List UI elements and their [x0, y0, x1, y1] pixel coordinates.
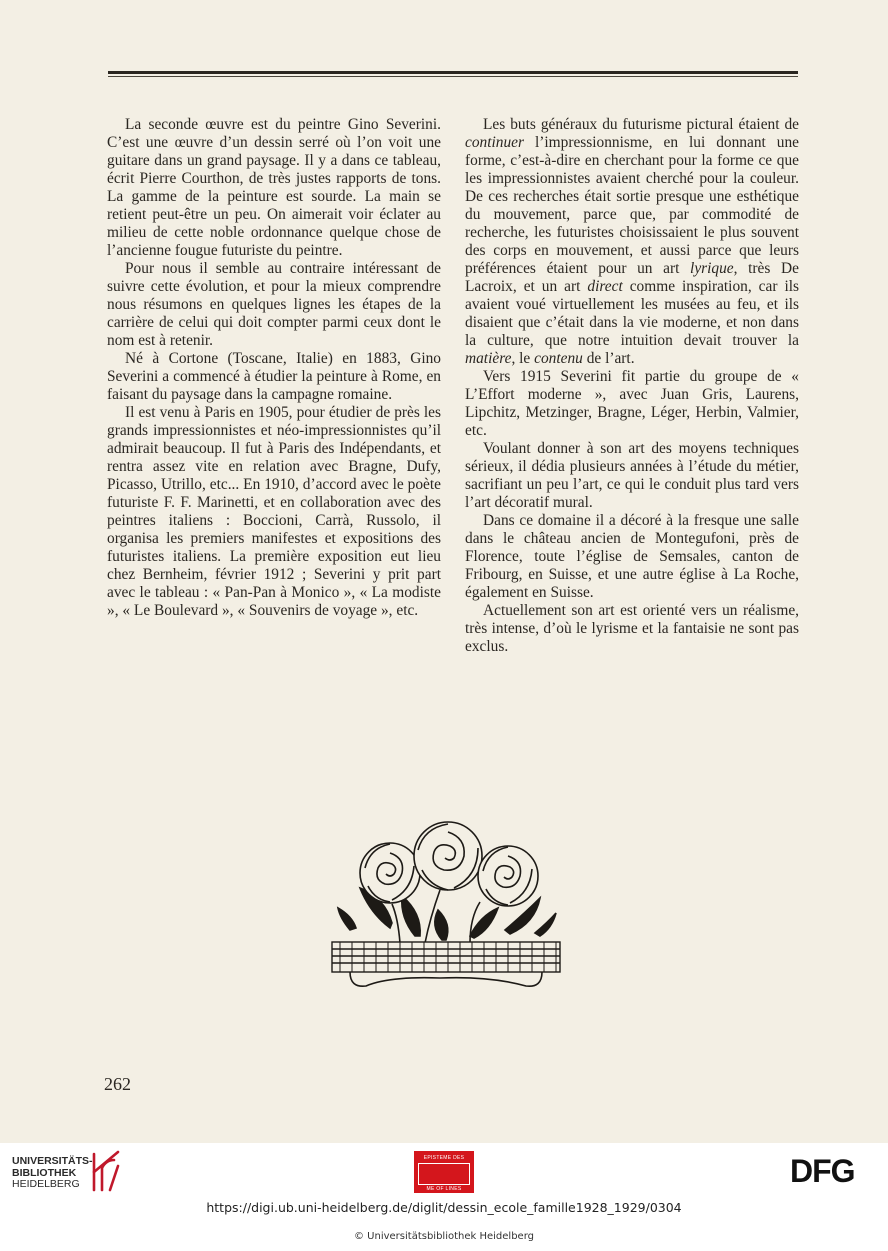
dfg-logo[interactable]: DFG	[790, 1153, 855, 1189]
header-rule	[108, 71, 798, 74]
library-mark-icon	[90, 1146, 124, 1196]
paragraph: La seconde œuvre est du peintre Gino Severini. C’est une œuvre d’un dessin serré où l’on voit une guitare dans un grand paysage. Il y a dans ce tableau, écrit Pierre Courthon, de très justes rapports de tons. La gamme de la peinture est sourde. La main se retient peut-être un peu. On aimerait voir éclater au milieu de cette noble ordonnance quelque chose de l’ancienne fougue futuriste du peintre.	[107, 116, 441, 259]
paragraph: Les buts généraux du futurisme pictural étaient de continuer l’impressionnisme, en lui donnant une forme, c’est-à-dire en cherchant pour la forme ce que les impressionnistes avaient cherché pour la couleur. De ces recherches était sortie presque une esthétique du mouvement, parce que, par commodité de recherche, les futuristes choisissaient le plus souvent des corps en mouvement, et aussi parce que leurs préférences étaient pour un art lyrique, très De Lacroix, et un art direct comme inspiration, car ils avaient voué virtuellement les musées au feu, et ils disaient que c’était dans la vie moderne, et non dans la culture, que notre intuition devait trouver la matière, le contenu de l’art.	[465, 116, 800, 367]
paragraph: Né à Cortone (Toscane, Italie) en 1883, Gino Severini a commencé à étudier la peinture à Rome, en faisant du paysage dans la campagne romaine.	[107, 350, 441, 403]
paragraph: Actuellement son art est orienté vers un réalisme, très intense, d’où le lyrisme et la fantaisie ne sont pas exclus.	[465, 602, 799, 655]
paragraph: Pour nous il semble au contraire intéressant de suivre cette évolution, et pour la mieux comprendre nous résumons en quelques lignes les étapes de la carrière de celui qui doit compter parmi ceux dont le nom est à retenir.	[107, 260, 441, 349]
project-logo[interactable]	[414, 1151, 474, 1193]
logo-text-line: UNIVERSITÄTS-	[12, 1155, 93, 1167]
header-rule-thin	[108, 76, 798, 77]
paragraph: Vers 1915 Severini fit partie du groupe de « L’Effort moderne », avec Juan Gris, Laurens, Lipchitz, Metzinger, Bragne, Léger, Herbin, Valmier, etc.	[465, 368, 799, 439]
logo-text-line: HEIDELBERG	[12, 1178, 80, 1190]
rose-basket-vignette	[330, 818, 562, 994]
paragraph: Voulant donner à son art des moyens techniques sérieux, il dédia plusieurs années à l’étude du métier, sacrifiant un peu l’art, ce qui le conduit plus tard vers l’art décoratif mural.	[465, 440, 799, 511]
logo-text-line: BIBLIOTHEK	[12, 1166, 77, 1179]
logo-caption: EPISTEME DES	[423, 1155, 465, 1161]
permalink-url[interactable]: https://digi.ub.uni-heidelberg.de/diglit/dessin_ecole_famille1928_1929/0304	[206, 1200, 682, 1215]
page-number: 262	[104, 1074, 131, 1094]
paragraph: Dans ce domaine il a décoré à la fresque une salle dans le château ancien de Montegufoni, près de Florence, toute l’église de Semsales, canton de Fribourg, en Suisse, et une autre église à La Roche, également en Suisse.	[465, 512, 799, 601]
logo-emblem	[418, 1163, 470, 1185]
copyright-notice: © Universitätsbibliothek Heidelberg	[353, 1231, 534, 1242]
logo-caption: ME OF LINES	[426, 1186, 462, 1192]
paragraph: Il est venu à Paris en 1905, pour étudier de près les grands impressionnistes et néo-impressionnistes qu’il admirait beaucoup. Il fut à Paris des Indépendants, et rentra assez vite en relation avec Bragne, Dufy, Picasso, Utrillo, etc... En 1910, d’accord avec le poète futuriste F. F. Marinetti, et en collaboration avec des peintres italiens : Boccioni, Carrà, Russolo, il organisa les premiers manifestes et expositions des futuristes italiens. La première exposition eut lieu chez Bernheim, février 1912 ; Severini y prit part avec le tableau : « Pan-Pan à Monico », « La modiste », « Le Boulevard », « Souvenirs de voyage », etc.	[107, 404, 441, 619]
left-text-column	[107, 116, 441, 620]
right-text-column	[465, 116, 799, 656]
university-library-logo[interactable]	[12, 1156, 93, 1191]
